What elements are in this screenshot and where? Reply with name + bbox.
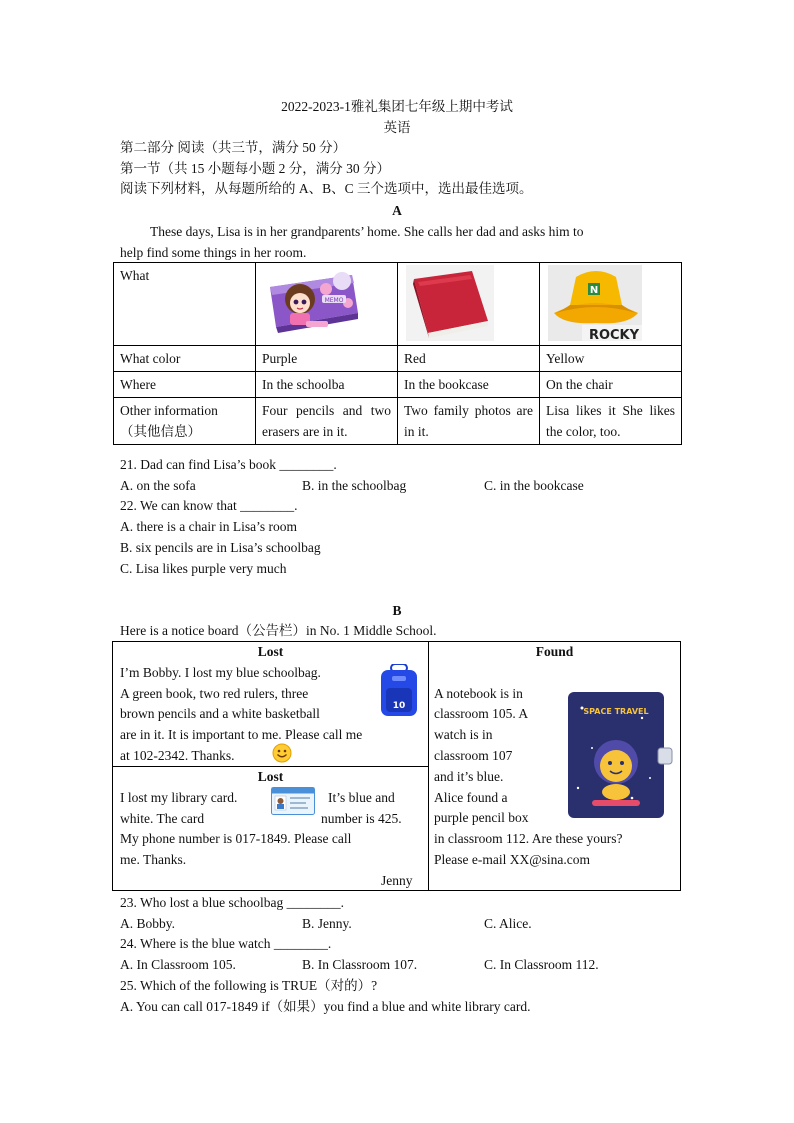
red-book-cell [398, 263, 540, 346]
found-line-8: in classroom 112. Are these yours? [434, 831, 623, 846]
cell-other-1: Four pencils and two erasers are in it. [256, 398, 398, 445]
cell-color-3: Yellow [540, 346, 682, 372]
option-21-a: A. on the sofa [120, 478, 196, 493]
jenny-line-1b: It’s blue and [328, 790, 395, 805]
found-line-5: and it’s blue. [434, 769, 504, 784]
instruction-text: 阅读下列材料，从每题所给的 A、B、C 三个选项中，选出最佳选项。 [120, 181, 533, 196]
found-line-6: Alice found a [434, 790, 508, 805]
cell-where-3: On the chair [540, 372, 682, 398]
bobby-line-1: I’m Bobby. I lost my blue schoolbag. [120, 665, 321, 680]
section-heading: 第一节（共 15 小题每小题 2 分，满分 30 分） [120, 161, 390, 176]
pencil-box-image [264, 265, 391, 335]
table-row-other [114, 398, 682, 445]
table-row-color [114, 346, 682, 372]
jenny-signature: Jenny [381, 873, 413, 888]
library-card-image [271, 787, 315, 815]
lost-column [113, 642, 429, 890]
found-line-1: A notebook is in [434, 686, 523, 701]
jenny-line-2b: number is 425. [321, 811, 402, 826]
found-line-2: classroom 105. A [434, 706, 529, 721]
option-21-b: B. in the schoolbag [302, 478, 407, 493]
blue-schoolbag-image [377, 664, 421, 718]
row-header-color: What color [114, 346, 256, 372]
question-24: 24. Where is the blue watch ________. [120, 936, 332, 951]
bobby-line-4: are in it. It is important to me. Please call me [120, 727, 363, 742]
smile-emoji [272, 743, 292, 763]
option-23-c: C. Alice. [484, 916, 532, 931]
cell-color-1: Purple [256, 346, 398, 372]
option-23-b: B. Jenny. [302, 916, 352, 931]
hat-bag-text: ROCKY [588, 328, 640, 341]
part-heading: 第二部分 阅读（共三节，满分 50 分） [120, 140, 347, 155]
option-23-a: A. Bobby. [120, 916, 176, 931]
red-book-image [406, 265, 533, 341]
option-24-c: C. In Classroom 112. [484, 957, 599, 972]
found-line-7: purple pencil box [434, 810, 529, 825]
table-row-what [114, 263, 682, 346]
passage-b-label: B [392, 603, 402, 618]
found-line-9: Please e-mail XX@sina.com [434, 852, 591, 867]
passage-b-intro: Here is a notice board（公告栏）in No. 1 Middle School. [120, 623, 437, 638]
found-heading: Found [535, 644, 574, 659]
passage-a-intro-line1: These days, Lisa is in her grandparents’ home. She calls her dad and asks him to [150, 224, 584, 239]
question-23: 23. Who lost a blue schoolbag ________. [120, 895, 344, 910]
jenny-line-4: me. Thanks. [120, 852, 187, 867]
pencil-box-label: MEMO [324, 297, 344, 304]
yellow-hat-image [548, 265, 675, 341]
table-row-where [114, 372, 682, 398]
notebook-title: SPACE TRAVEL [583, 707, 649, 716]
jenny-line-1a: I lost my library card. [120, 790, 238, 805]
option-24-a: A. In Classroom 105. [120, 957, 236, 972]
option-21-c: C. in the bookcase [484, 478, 584, 493]
option-22-c: C. Lisa likes purple very much [120, 561, 287, 576]
notice-board [112, 641, 681, 891]
found-notice [429, 642, 680, 890]
exam-subject: 英语 [383, 120, 411, 135]
exam-title: 2022-2023-1雅礼集团七年级上期中考试 [281, 99, 513, 114]
row-header-other [114, 398, 256, 445]
hat-logo: N [589, 285, 599, 296]
lost-heading-1: Lost [257, 644, 284, 659]
passage-a-intro-line2: help find some things in her room. [120, 245, 307, 260]
option-22-b: B. six pencils are in Lisa’s schoolbag [120, 540, 321, 555]
cell-where-1: In the schoolba [256, 372, 398, 398]
question-22: 22. We can know that ________. [120, 498, 298, 513]
found-line-4: classroom 107 [434, 748, 513, 763]
jenny-line-3: My phone number is 017-1849. Please call [120, 831, 352, 846]
option-22-a: A. there is a chair in Lisa’s room [120, 519, 297, 534]
bobby-line-5: at 102-2342. Thanks. [120, 748, 235, 763]
cell-color-2: Red [398, 346, 540, 372]
lost-notice-jenny [113, 767, 428, 890]
bag-number: 10 [392, 701, 406, 711]
row-header-other-cn: （其他信息） [120, 424, 201, 439]
passage-a-label: A [392, 203, 402, 218]
jenny-line-2a: white. The card [120, 811, 205, 826]
lost-heading-2: Lost [257, 769, 284, 784]
question-25: 25. Which of the following is TRUE（对的）? [120, 978, 378, 993]
bobby-line-2: A green book, two red rulers, three [120, 686, 309, 701]
cell-other-3: Lisa likes it She likes the color, too. [540, 398, 682, 445]
row-header-what: What [114, 263, 256, 346]
space-notebook-image [562, 688, 674, 822]
row-header-where: Where [114, 372, 256, 398]
lost-notice-bobby [113, 642, 428, 767]
lost-items-table [113, 262, 682, 445]
row-header-other-en: Other information [120, 403, 218, 418]
yellow-hat-cell [540, 263, 682, 346]
option-24-b: B. In Classroom 107. [302, 957, 418, 972]
question-21: 21. Dad can find Lisa’s book ________. [120, 457, 337, 472]
option-25-a: A. You can call 017-1849 if（如果）you find a blue and white library card. [120, 999, 531, 1014]
cell-where-2: In the bookcase [398, 372, 540, 398]
bobby-line-3: brown pencils and a white basketball [120, 706, 320, 721]
found-line-3: watch is in [434, 727, 493, 742]
cell-other-2: Two family photos are in it. [398, 398, 540, 445]
pencil-box-cell [256, 263, 398, 346]
